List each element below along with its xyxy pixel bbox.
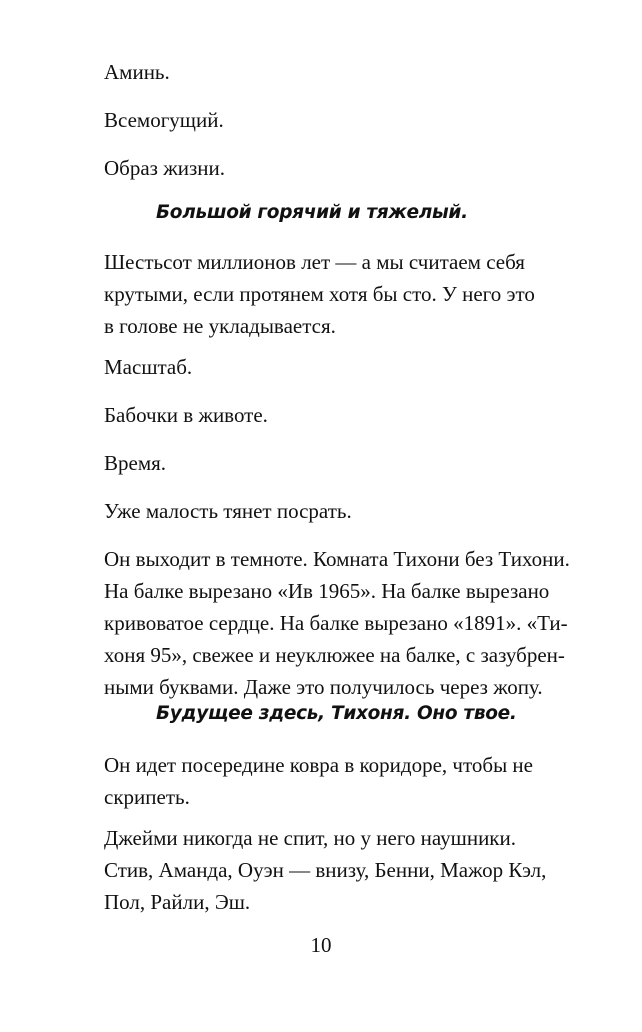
italic-heading-big-hot-heavy: Большой горячий и тяжелый.: [156, 202, 468, 223]
paragraph-scale: Масштаб.: [104, 355, 193, 379]
text-line: ными буквами. Даже это получилось через жопу.: [104, 675, 543, 699]
text-line: Он выходит в темноте. Комната Тихони без Тихони.: [104, 547, 570, 571]
paragraph-butterflies: Бабочки в животе.: [104, 403, 268, 427]
text-line: Пол, Райли, Эш.: [104, 890, 251, 914]
text-line: в голове не укладывается.: [104, 314, 336, 338]
text-line: скрипеть.: [104, 785, 190, 809]
italic-heading-future-is-here: Будущее здесь, Тихоня. Оно твое.: [156, 703, 517, 724]
text-line: Джейми никогда не спит, но у него наушники.: [104, 826, 517, 850]
text-line: кривоватое сердце. На балке вырезано «1891». «Ти-: [104, 611, 568, 635]
paragraph-six-hundred-million: [104, 246, 584, 342]
paragraph-jamie-never-sleeps: [104, 822, 584, 918]
paragraph-time: Время.: [104, 451, 167, 475]
text-line: Он идет посередине ковра в коридоре, чтобы не: [104, 753, 533, 777]
text-line: Стив, Аманда, Оуэн — внизу, Бенни, Мажор Кэл,: [104, 858, 547, 882]
paragraph-way-of-life: Образ жизни.: [104, 156, 225, 180]
paragraph-corridor: [104, 749, 584, 813]
text-line: На балке вырезано «Ив 1965». На балке вырезано: [104, 579, 550, 603]
paragraph-almighty: Всемогущий.: [104, 108, 224, 132]
text-line: Шестьсот миллионов лет — а мы считаем себя: [104, 250, 525, 274]
paragraph-urge: Уже малость тянет посрать.: [104, 499, 352, 523]
paragraph-carved-beam: [104, 543, 584, 703]
text-line: хоня 95», свежее и неуклюжее на балке, с зазубрен-: [104, 643, 565, 667]
page-number: 10: [310, 933, 332, 957]
text-line: крутыми, если протянем хотя бы сто. У него это: [104, 282, 535, 306]
paragraph-amen: Аминь.: [104, 60, 170, 84]
